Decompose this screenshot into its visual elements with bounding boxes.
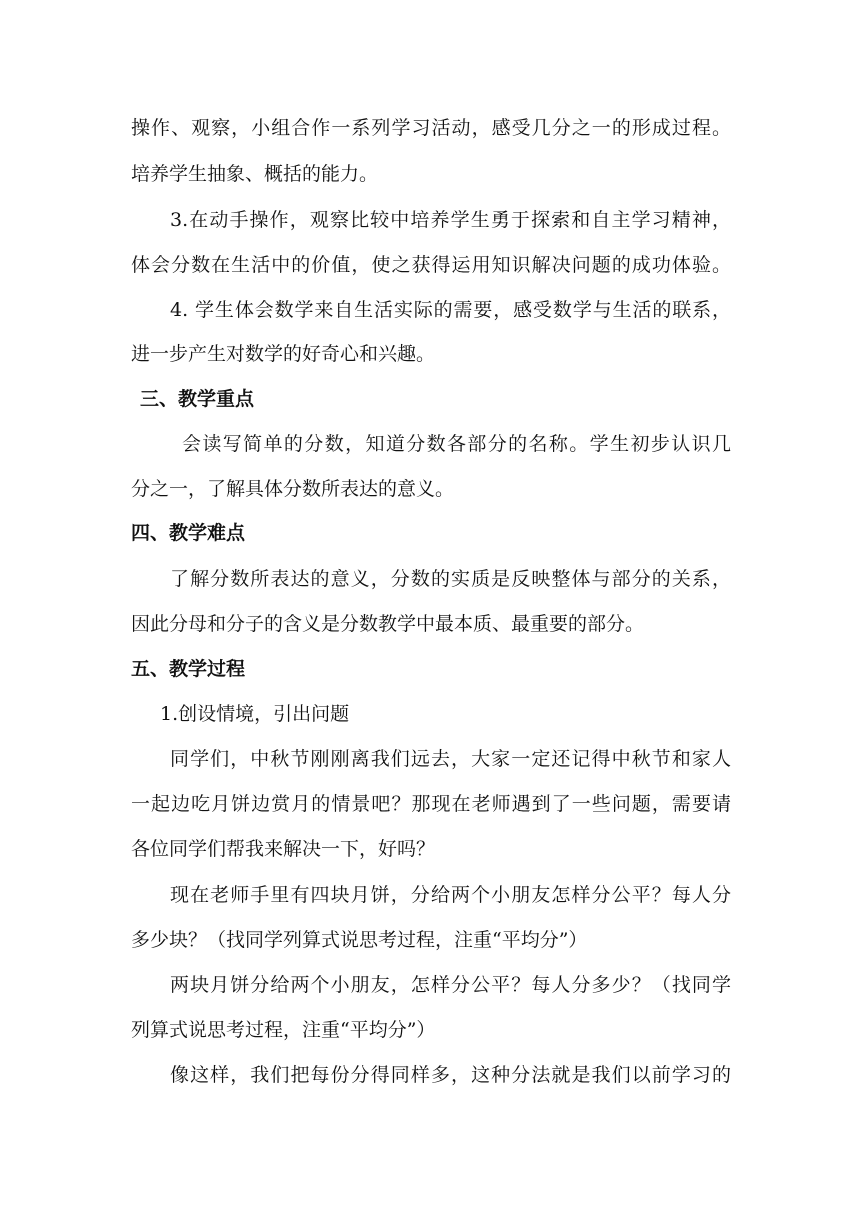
text-line: 体会分数在生活中的价值，使之获得运用知识解决问题的成功体验。 <box>131 254 731 276</box>
text-line: 分之一，了解具体分数所表达的意义。 <box>131 478 455 500</box>
text-line: 操作、观察，小组合作一系列学习活动，感受几分之一的形成过程。 <box>131 117 731 139</box>
text-line: 一起边吃月饼边赏月的情景吧？那现在老师遇到了一些问题，需要请 <box>131 793 731 815</box>
text-line: 进一步产生对数学的好奇心和兴趣。 <box>131 343 436 365</box>
text-line: 了解分数所表达的意义，分数的实质是反映整体与部分的关系， <box>170 568 731 590</box>
text-line: 4. 学生体会数学来自生活实际的需要，感受数学与生活的联系， <box>170 299 731 321</box>
text-line: 3.在动手操作，观察比较中培养学生勇于探索和自主学习精神， <box>170 209 731 231</box>
section-heading: 五、教学过程 <box>131 658 246 680</box>
text-line: 1.创设情境，引出问题 <box>160 703 350 725</box>
text-line: 多少块？（找同学列算式说思考过程，注重“平均分”） <box>131 929 588 951</box>
text-line: 像这样，我们把每份分得同样多，这种分法就是我们以前学习的 <box>170 1064 731 1086</box>
text-line: 两块月饼分给两个小朋友，怎样分公平？每人分多少？（找同学 <box>170 974 731 996</box>
section-heading: 四、教学难点 <box>131 522 246 544</box>
text-line: 会读写简单的分数，知道分数各部分的名称。学生初步认识几 <box>182 433 731 455</box>
text-line: 各位同学们帮我来解决一下，好吗？ <box>131 838 436 860</box>
text-line: 同学们，中秋节刚刚离我们远去，大家一定还记得中秋节和家人 <box>170 748 731 770</box>
section-heading: 三、教学重点 <box>140 388 255 410</box>
text-line: 培养学生抽象、概括的能力。 <box>131 163 379 185</box>
text-line: 现在老师手里有四块月饼，分给两个小朋友怎样分公平？每人分 <box>170 884 731 906</box>
text-line: 列算式说思考过程，注重“平均分”） <box>131 1019 436 1041</box>
text-line: 因此分母和分子的含义是分数教学中最本质、最重要的部分。 <box>131 613 645 635</box>
